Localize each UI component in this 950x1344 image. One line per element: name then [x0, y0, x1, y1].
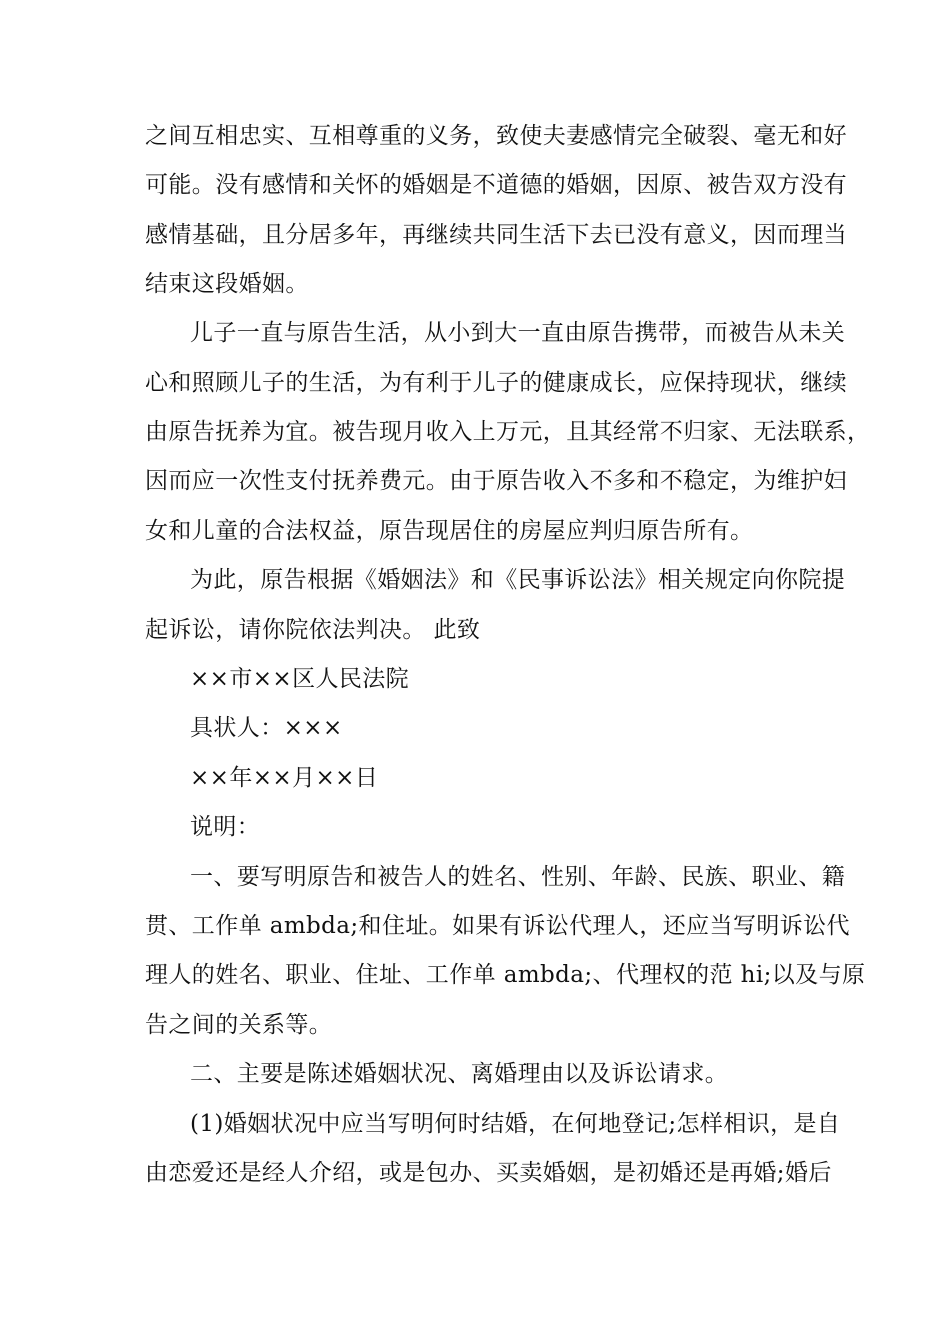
text-line: 贯、工作单 ambda;和住址。如果有诉讼代理人，还应当写明诉讼代 — [145, 913, 850, 939]
text-line: 结束这段婚姻。 — [145, 271, 309, 297]
text-line: 女和儿童的合法权益，原告现居住的房屋应判归原告所有。 — [145, 518, 754, 544]
paragraph-first-line: 为此，原告根据《婚姻法》和《民事诉讼法》相关规定向你院提 — [190, 567, 846, 593]
text-line: 感情基础，且分居多年，再继续共同生活下去已没有意义，因而理当 — [145, 222, 847, 248]
text-line: 由原告抚养为宜。被告现月收入上万元，且其经常不归家、无法联系， — [145, 419, 871, 445]
text-line: 心和照顾儿子的生活，为有利于儿子的健康成长，应保持现状，继续 — [145, 370, 847, 396]
text-line: 因而应一次性支付抚养费元。由于原告收入不多和不稳定，为维护妇 — [145, 468, 847, 494]
text-line: 之间互相忠实、互相尊重的义务，致使夫妻感情完全破裂、毫无和好 — [145, 123, 847, 149]
text-line: 可能。没有感情和关怀的婚姻是不道德的婚姻，因原、被告双方没有 — [145, 172, 847, 198]
text-line: 起诉讼，请你院依法判决。 此致 — [145, 617, 481, 643]
document-date: ××年××月××日 — [190, 765, 379, 791]
paragraph-first-line: 儿子一直与原告生活，从小到大一直由原告携带，而被告从未关 — [190, 320, 846, 346]
paragraph-first-line: 一、要写明原告和被告人的姓名、性别、年龄、民族、职业、籍 — [190, 864, 846, 890]
text-line: 理人的姓名、职业、住址、工作单 ambda;、代理权的范 hi;以及与原 — [145, 962, 866, 988]
text-line: 由恋爱还是经人介绍，或是包办、买卖婚姻，是初婚还是再婚;婚后 — [145, 1160, 832, 1186]
paragraph-first-line: 二、主要是陈述婚姻状况、离婚理由以及诉讼请求。 — [190, 1061, 729, 1087]
paragraph-first-line: (1)婚姻状况中应当写明何时结婚，在何地登记;怎样相识，是自 — [190, 1111, 841, 1137]
notes-heading: 说明： — [190, 814, 261, 840]
court-name: ××市××区人民法院 — [190, 666, 410, 692]
plaintiff-signature: 具状人：××× — [190, 715, 343, 741]
text-line: 告之间的关系等。 — [145, 1012, 333, 1038]
